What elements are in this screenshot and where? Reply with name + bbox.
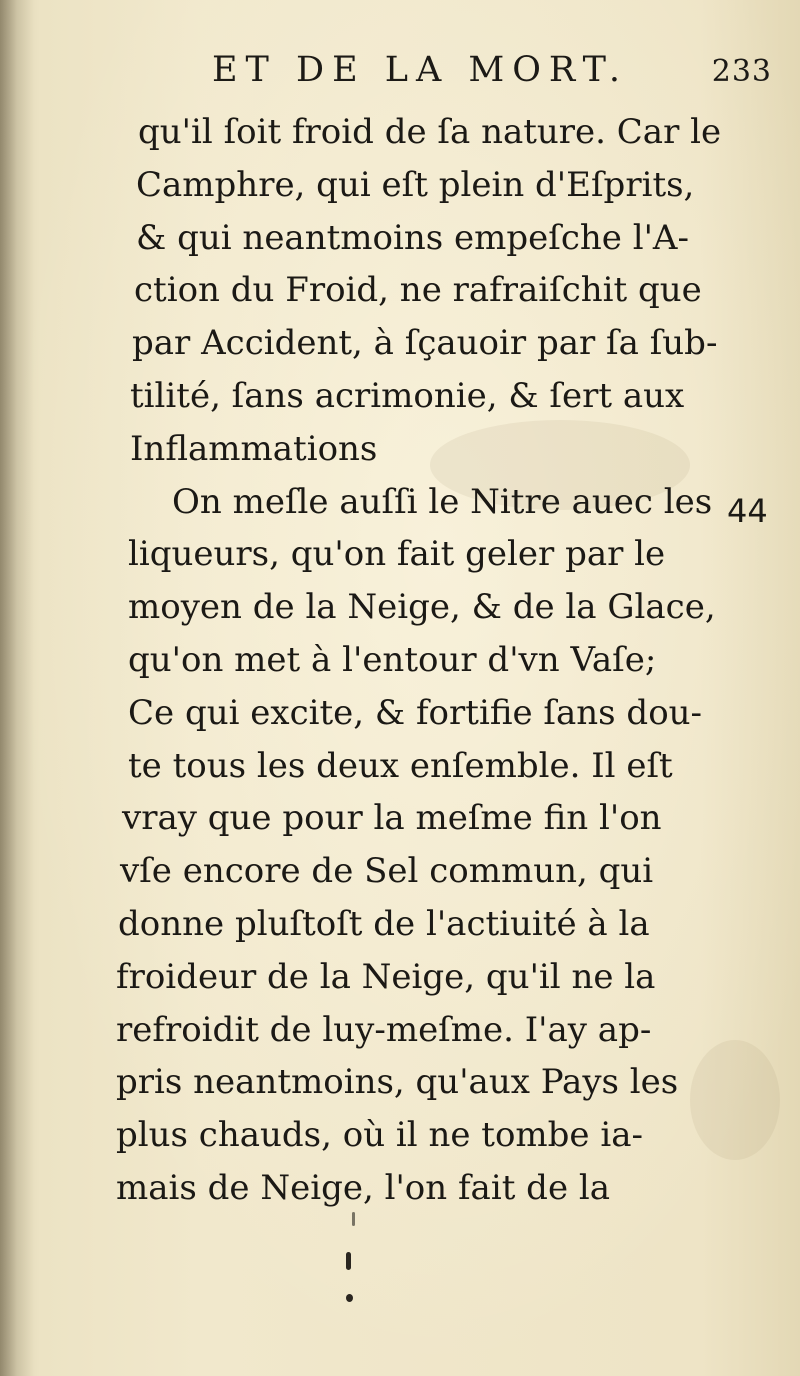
- text-line: Ce qui excite, & fortifie ſans dou-: [128, 692, 703, 733]
- text-line: mais de Neige, l'on fait de la: [116, 1167, 611, 1208]
- text-line: vray que pour la meſme fin l'on: [122, 798, 662, 839]
- text-line: & qui neantmoins empeſche l'A-: [136, 217, 689, 258]
- paragraph-first-line: On meſle auſſi le Nitre auec les: [172, 481, 713, 522]
- body-text: [116, 106, 748, 1215]
- text-line: Inflammations: [130, 428, 378, 469]
- page-header: [212, 50, 772, 102]
- text-line: te tous les deux enſemble. Il eſt: [128, 745, 673, 786]
- text-line: ction du Froid, ne rafraiſchit que: [134, 270, 702, 311]
- text-line: plus chauds, où il ne tombe ia-: [116, 1115, 643, 1156]
- text-line: refroidit de luy-meſme. I'ay ap-: [116, 1009, 652, 1050]
- page-number: 233: [711, 54, 772, 89]
- margin-note: 44: [727, 492, 768, 530]
- spine-shadow: [0, 0, 34, 1376]
- text-line: vſe encore de Sel commun, qui: [120, 851, 654, 892]
- text-line: qu'il ſoit froid de ſa nature. Car le: [138, 112, 722, 152]
- text-line: liqueurs, qu'on fait geler par le: [128, 534, 666, 575]
- ink-speck: [352, 1212, 355, 1226]
- text-line: qu'on met à l'entour d'vn Vaſe;: [128, 639, 657, 680]
- text-line: moyen de la Neige, & de la Glace,: [128, 587, 716, 628]
- text-line: donne pluſtoſt de l'actiuité à la: [118, 903, 650, 944]
- text-line: par Accident, à ſçauoir par ſa ſub-: [132, 323, 718, 364]
- text-line: pris neantmoins, qu'aux Pays les: [116, 1062, 679, 1103]
- text-line: froideur de la Neige, qu'il ne la: [116, 956, 656, 997]
- ink-speck: [346, 1294, 353, 1302]
- text-line: tilité, ſans acrimonie, & ſert aux: [130, 375, 685, 416]
- ink-speck: [346, 1252, 351, 1270]
- running-title: ET DE LA MORT.: [212, 50, 628, 90]
- text-line: Camphre, qui eſt plein d'Eſprits,: [136, 164, 695, 205]
